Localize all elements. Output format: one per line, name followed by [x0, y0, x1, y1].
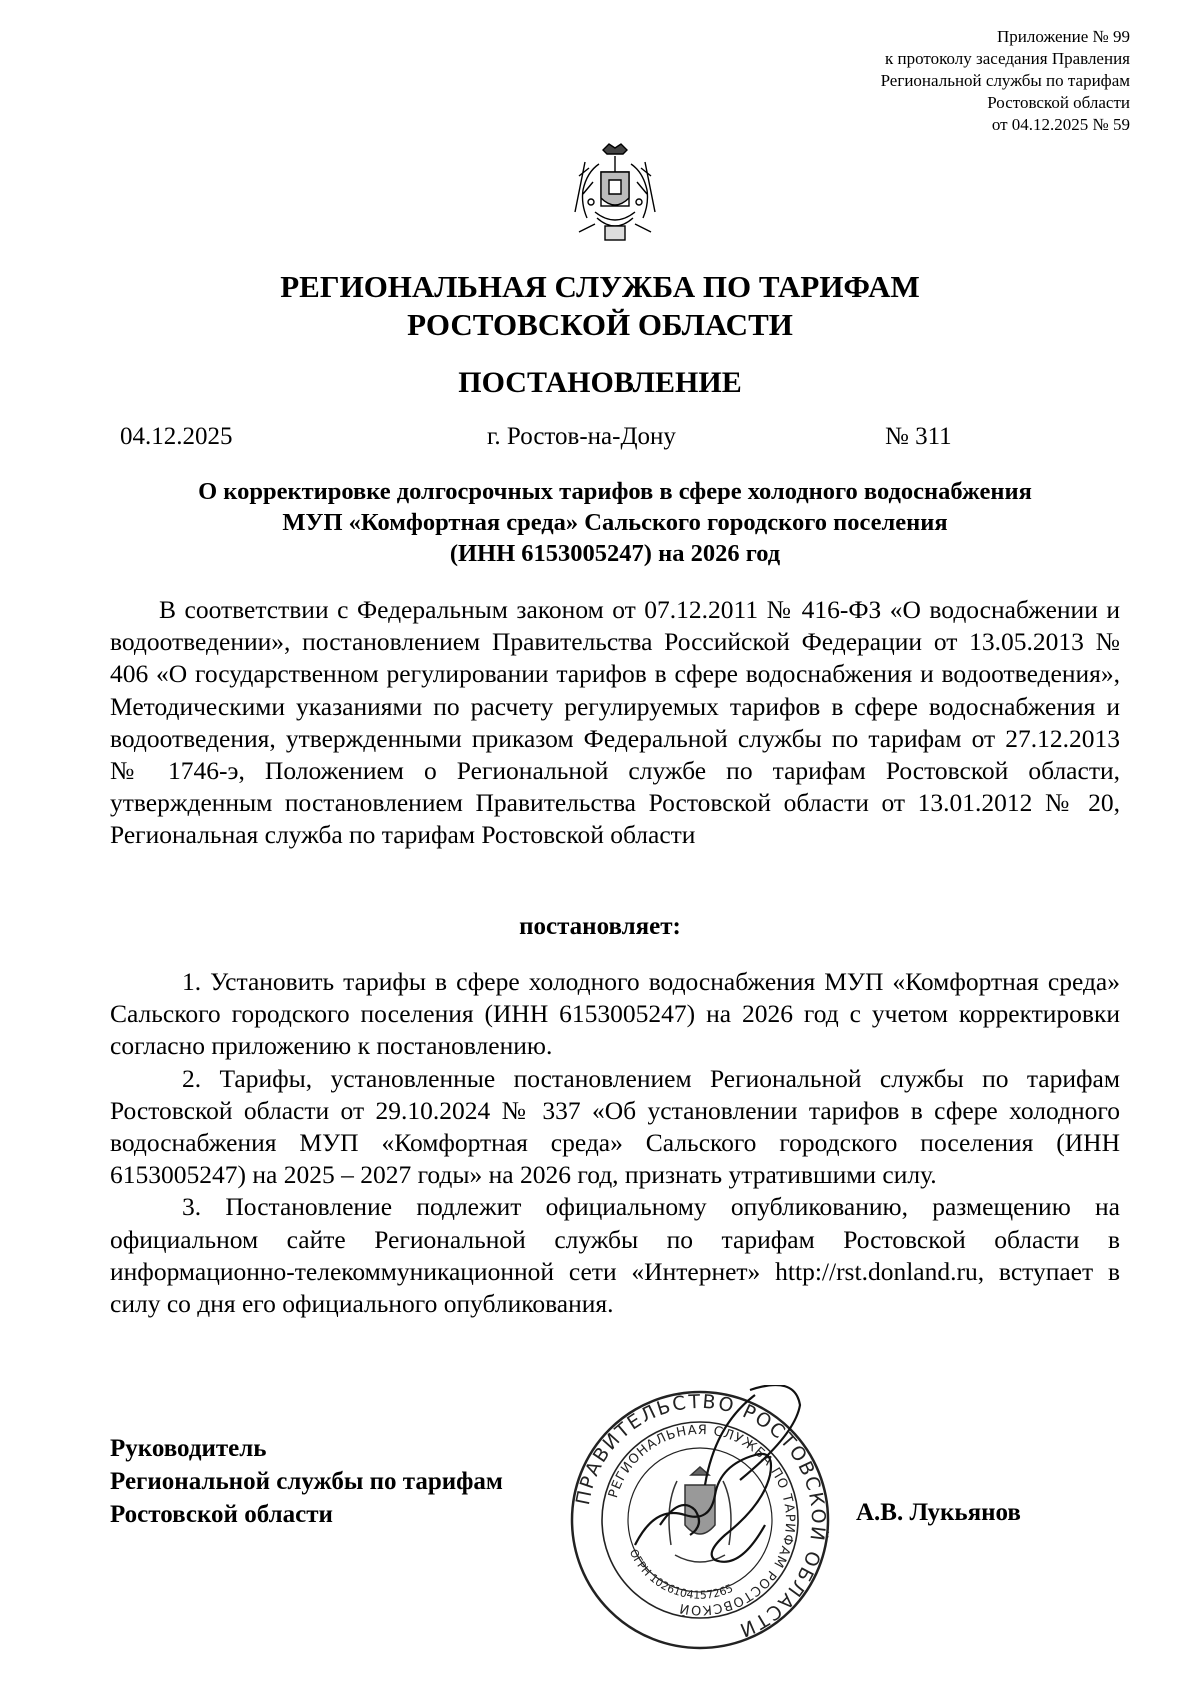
- seal-outer-text: ПРАВИТЕЛЬСТВО РОСТОВСКОЙ ОБЛАСТИ: [571, 1390, 830, 1642]
- coat-of-arms-icon: [565, 142, 665, 246]
- organization-title: [0, 268, 1200, 344]
- subject-line: МУП «Комфортная среда» Сальского городского поселения: [282, 509, 948, 536]
- official-seal-icon: [565, 1385, 835, 1655]
- appendix-line: к протоколу заседания Правления: [885, 49, 1130, 68]
- document-subject: [110, 476, 1120, 569]
- signer-title: [110, 1432, 503, 1531]
- seal-ogrn-text: ОГРН 1026104157265: [626, 1547, 736, 1602]
- signer-title-line: Региональной службы по тарифам: [110, 1468, 503, 1495]
- appendix-note: [750, 26, 1130, 136]
- document-type: ПОСТАНОВЛЕНИЕ: [458, 366, 742, 399]
- signer-title-line: Руководитель: [110, 1435, 267, 1462]
- document-city: г. Ростов-на-Дону: [487, 423, 676, 450]
- document-date: 04.12.2025: [120, 423, 233, 450]
- organization-title-line: РЕГИОНАЛЬНАЯ СЛУЖБА ПО ТАРИФАМ: [280, 269, 920, 304]
- resolution-items: [110, 966, 1120, 1320]
- preamble-paragraph: В соответствии с Федеральным законом от 07.12.2011 № 416-ФЗ «О водоснабжении и водоотведении», постановлением Правительства Российской Федерации от 13.05.2013 № 406 «О государственном регулировании тарифов в сфере водоснабжения и водоотведения», Методическими указаниями по расчету регулируемых тарифов в сфере водоснабжения и водоотведения, утвержденными приказом Федеральной службы по тарифам от 27.12.2013 № 1746-э, Положением о Региональной службе по тарифам Ростовской области, утвержденным постановлением Правительства Ростовской области от 13.01.2012 № 20, Региональная служба по тарифам Ростовской области: [110, 595, 1120, 850]
- svg-text:ОГРН 1026104157265: [627, 1547, 735, 1602]
- resolution-item: 3. Постановление подлежит официальному опубликованию, размещению на официальном сайте Региональной службы по тарифам Ростовской области в информационно-телекоммуникационной сети «Интернет» http://rst.donland.ru, вступает в силу со дня его официального опубликования.: [110, 1192, 1120, 1319]
- appendix-line: Ростовской области: [987, 93, 1130, 112]
- resolution-item: 1. Установить тарифы в сфере холодного водоснабжения МУП «Комфортная среда» Сальского городского поселения (ИНН 6153005247) на 2026 год с учетом корректировки согласно приложению к постановлению.: [110, 967, 1120, 1061]
- resolution-item: 2. Тарифы, установленные постановлением Региональной службы по тарифам Ростовской области от 29.10.2024 № 337 «Об установлении тарифов в сфере холодного водоснабжения МУП «Комфортная среда» Сальского городского поселения (ИНН 6153005247) на 2025 – 2027 годы» на 2026 год, признать утратившими силу.: [110, 1063, 1120, 1190]
- organization-title-line: РОСТОВСКОЙ ОБЛАСТИ: [407, 307, 793, 342]
- subject-line: (ИНН 6153005247) на 2026 год: [449, 540, 781, 567]
- resolves-heading: постановляет:: [519, 913, 681, 940]
- appendix-line: от 04.12.2025 № 59: [991, 115, 1130, 134]
- appendix-line: Региональной службы по тарифам: [880, 71, 1130, 90]
- signer-title-line: Ростовской области: [110, 1501, 333, 1528]
- appendix-line: Приложение № 99: [997, 27, 1130, 46]
- signer-name: А.В. Лукьянов: [856, 1499, 1021, 1526]
- subject-line: О корректировке долгосрочных тарифов в сфере холодного водоснабжения: [198, 478, 1032, 505]
- seal-inner-text: РЕГИОНАЛЬНАЯ СЛУЖБА ПО ТАРИФАМ РОСТОВСКОЙ: [606, 1422, 798, 1618]
- document-number: № 311: [885, 423, 952, 450]
